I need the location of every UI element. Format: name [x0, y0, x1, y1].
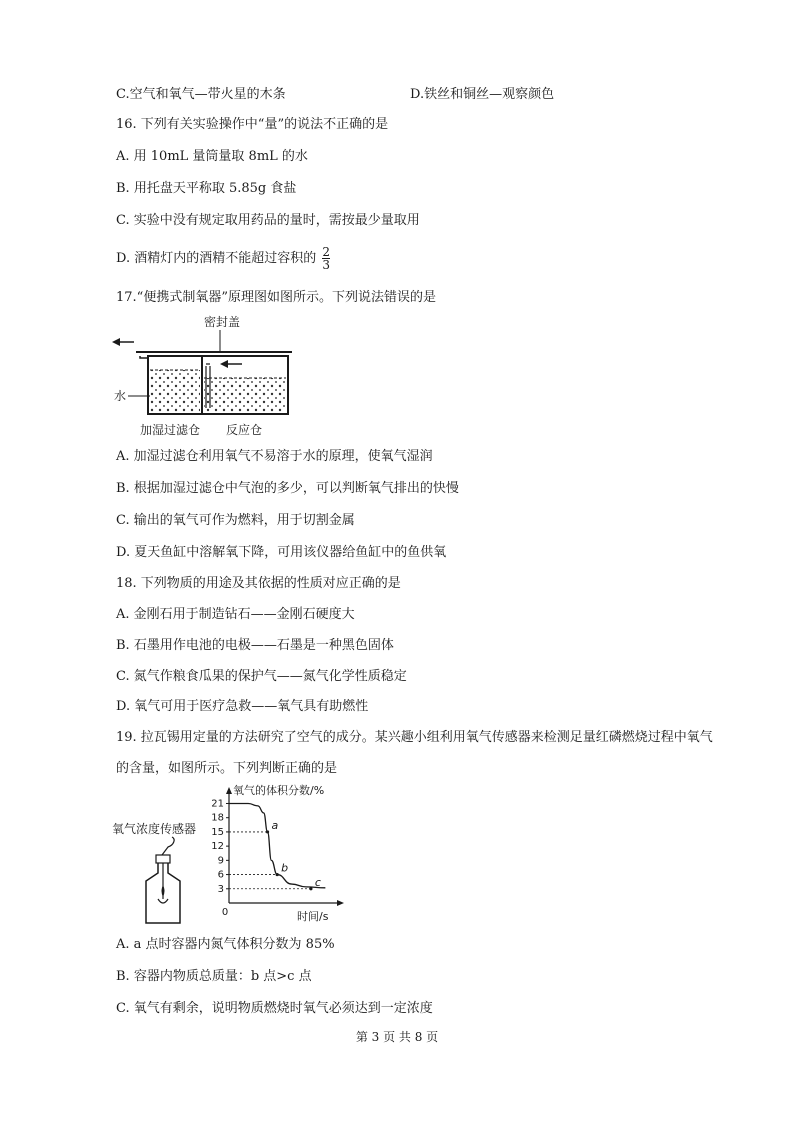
oxygen-generator-diagram	[110, 312, 310, 442]
point-label-c: c	[314, 875, 321, 889]
page-footer: 第 3 页 共 8 页	[355, 1030, 439, 1044]
q19-option-b: B. 容器内物质总质量：b 点>c 点	[116, 969, 312, 984]
q16-option-a: A. 用 10mL 量筒量取 8mL 的水	[116, 149, 308, 164]
x-axis-arrow	[337, 900, 344, 906]
q18-option-a: A. 金刚石用于制造钻石——金刚石硬度大	[116, 607, 355, 622]
q17-stem: 17.“便携式制氧器”原理图如图所示。下列说法错误的是	[116, 290, 436, 305]
flame-icon	[162, 885, 165, 897]
stopper	[156, 855, 170, 863]
point-label-b: b	[281, 861, 289, 875]
q19-stem-line2: 的含量，如图所示。下列判断正确的是	[116, 761, 338, 776]
guide-lines	[229, 832, 311, 889]
q15-option-d: D.铁丝和铜丝—观察颜色	[410, 87, 555, 102]
fraction-denominator: 3	[322, 258, 331, 272]
q17-option-d: D. 夏天鱼缸中溶解氧下降，可用该仪器给鱼缸中的鱼供氧	[116, 545, 447, 560]
y-tick-label: 3	[217, 883, 224, 895]
chart-axes	[226, 787, 344, 906]
q16-stem: 16. 下列有关实验操作中“量”的说法不正确的是	[116, 117, 389, 132]
y-tick-label: 21	[211, 798, 224, 810]
y-tick-label: 18	[211, 812, 224, 824]
q15-option-c: C.空气和氧气—带火星的木条	[116, 87, 286, 102]
y-ticks	[211, 798, 229, 894]
q19-option-a: A. a 点时容器内氮气体积分数为 85%	[116, 937, 335, 952]
y-tick-label: 12	[211, 841, 224, 853]
sensor-wire	[162, 837, 174, 855]
sensor-label: 氧气浓度传感器	[112, 822, 197, 836]
q18-option-b: B. 石墨用作电池的电极——石墨是一种黑色固体	[116, 638, 394, 653]
q18-stem: 18. 下列物质的用途及其依据的性质对应正确的是	[116, 576, 401, 591]
y-tick-label: 9	[217, 855, 224, 867]
fraction	[322, 246, 330, 271]
point-label-a: a	[271, 818, 279, 832]
humidifier-label: 加湿过滤仓	[140, 423, 201, 437]
q16-option-b: B. 用托盘天平称取 5.85g 食盐	[116, 181, 297, 196]
q19-option-c: C. 氧气有剩余，说明物质燃烧时氧气必须达到一定浓度	[116, 1001, 433, 1016]
y-tick-label: 6	[217, 869, 224, 881]
fraction-numerator: 2	[322, 245, 331, 259]
y-tick-label: 15	[211, 826, 224, 838]
oxygen-chart	[205, 782, 355, 922]
water-label: 水	[114, 389, 127, 403]
origin-label: 0	[221, 907, 229, 918]
q17-option-c: C. 输出的氧气可作为燃料，用于切割金属	[116, 513, 355, 528]
q16-option-d-text: D. 酒精灯内的酒精不能超过容积的	[116, 251, 317, 266]
q18-option-d: D. 氧气可用于医疗急救——氧气具有助燃性	[116, 699, 369, 714]
reaction-mixture	[204, 378, 286, 412]
y-axis-label: 氧气的体积分数/%	[233, 784, 325, 797]
q18-option-c: C. 氮气作粮食瓜果的保护气——氮气化学性质稳定	[116, 669, 407, 684]
q16-option-d	[116, 246, 330, 271]
q17-option-b: B. 根据加湿过滤仓中气泡的多少，可以判断氧气排出的快慢	[116, 481, 459, 496]
point-b	[276, 873, 279, 876]
x-axis-label: 时间/s	[297, 910, 329, 922]
y-axis-arrow	[226, 787, 232, 794]
q16-option-c: C. 实验中没有规定取用药品的量时，需按最少量取用	[116, 213, 420, 228]
point-c	[309, 887, 312, 890]
point-a	[266, 830, 269, 833]
q19-stem-line1: 19. 拉瓦锡用定量的方法研究了空气的成分。某兴趣小组利用氧气传感器来检测足量红磷燃烧过程中氧气	[116, 730, 713, 745]
humidifier-water	[150, 370, 200, 412]
reaction-label: 反应仓	[226, 423, 263, 437]
lid-label: 密封盖	[204, 315, 241, 329]
sensor-bottle-diagram	[110, 815, 220, 930]
q17-option-a: A. 加湿过滤仓利用氧气不易溶于水的原理，使氧气湿润	[116, 449, 433, 464]
annotated-points	[266, 819, 321, 890]
